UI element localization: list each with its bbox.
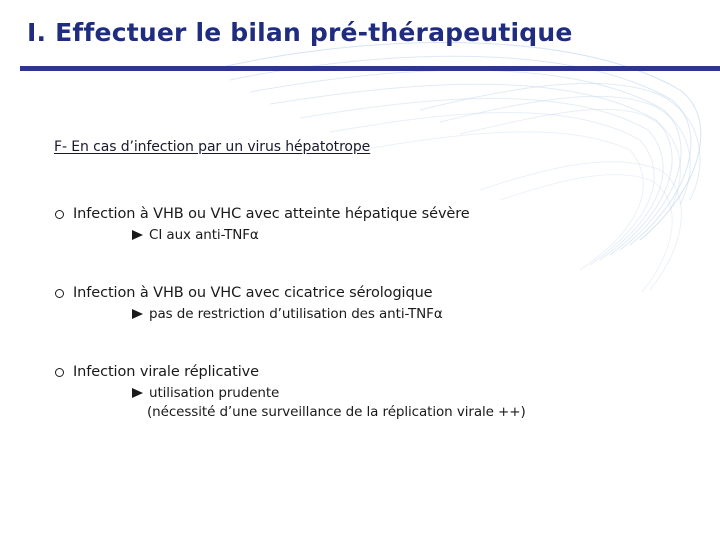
list-item xyxy=(55,285,675,322)
right-pointer-icon xyxy=(132,309,143,319)
ring-bullet-icon xyxy=(55,368,64,377)
list-item xyxy=(55,364,675,420)
sub-item-continuation: (nécessité d’une surveillance de la réplication virale ++) xyxy=(147,404,526,420)
list-item-line xyxy=(55,364,675,380)
ring-bullet-icon xyxy=(55,210,64,219)
title-divider xyxy=(20,66,720,71)
sub-item-text: pas de restriction d’utilisation des anti-TNFα xyxy=(149,306,443,322)
sub-item-text: CI aux anti-TNFα xyxy=(149,227,259,243)
sub-item-text: utilisation prudente xyxy=(149,385,280,401)
right-pointer-icon xyxy=(132,388,143,398)
sub-item-line xyxy=(132,306,675,322)
sub-item-line xyxy=(132,227,675,243)
right-pointer-icon xyxy=(132,230,143,240)
list-item-line xyxy=(55,285,675,301)
page-title: I. Effectuer le bilan pré-thérapeutique xyxy=(27,18,573,47)
list-item-line xyxy=(55,206,675,222)
list-item-text: Infection virale réplicative xyxy=(73,364,259,380)
ring-bullet-icon xyxy=(55,289,64,298)
list-item xyxy=(55,206,675,243)
section-heading: F- En cas d’infection par un virus hépatotrope xyxy=(54,139,371,155)
list-item-text: Infection à VHB ou VHC avec cicatrice sérologique xyxy=(73,285,433,301)
list-item-text: Infection à VHB ou VHC avec atteinte hépatique sévère xyxy=(73,206,470,222)
sub-item-line xyxy=(132,385,675,401)
